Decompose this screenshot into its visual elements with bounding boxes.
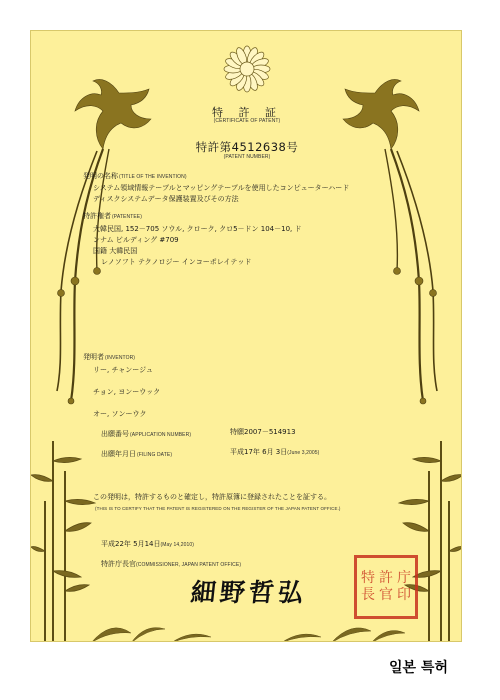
grass-border-icon xyxy=(91,628,405,642)
phoenix-right-icon xyxy=(343,80,437,405)
seal-char: 印 xyxy=(397,587,411,603)
seal-char: 庁 xyxy=(397,570,411,586)
certification-statement: この発明は，特許するものと確定し，特許原簿に登録されたことを証する。 xyxy=(93,493,331,501)
seal-char: 許 xyxy=(379,570,393,586)
patentee-label-en: (PATENTEE) xyxy=(112,214,142,220)
seal-char: 長 xyxy=(361,587,375,603)
issue-date-jp: 平成22年 5月14日 xyxy=(101,540,161,548)
patent-number-en: (PATENT NUMBER) xyxy=(223,154,271,160)
chrysanthemum-crest-icon xyxy=(224,46,270,92)
certificate-title-en: (CERTIFICATE OF PATENT) xyxy=(213,118,281,124)
certificate-title: 特 許 証 xyxy=(212,106,282,119)
patentee-nationality: 国籍 大韓民国 xyxy=(93,247,138,255)
invention-label-jp: 発明の名称 xyxy=(83,172,118,180)
application-number-label-en: (APPLICATION NUMBER) xyxy=(130,432,192,438)
bamboo-left-icon xyxy=(31,441,95,642)
application-number-label xyxy=(101,429,191,439)
patentee-address-line-2: ンナム ビルディング #709 xyxy=(93,236,179,244)
filing-date-label xyxy=(101,449,172,459)
application-number-label-jp: 出願番号 xyxy=(101,430,129,438)
certification-statement-en: (THIS IS TO CERTIFY THAT THE PATENT IS REGISTERED ON THE REGISTER OF THE JAPAN PATENT OFFICE.) xyxy=(95,506,341,511)
inventor-label-en: (INVENTOR) xyxy=(105,355,136,361)
filing-date-jp: 平成17年 6月 3日 xyxy=(230,448,288,456)
filing-date-label-en: (FILING DATE) xyxy=(137,452,173,458)
invention-label-en: (TITLE OF THE INVENTION) xyxy=(119,174,187,180)
inventor-label xyxy=(83,352,135,362)
filing-date xyxy=(230,447,319,459)
patent-number: 特許第4512638号 xyxy=(195,140,299,154)
patentee-name: レノソフト テクノロジー インコーポレイテッド xyxy=(101,258,252,266)
issue-date-en: (May 14,2010) xyxy=(160,542,195,548)
issue-date xyxy=(101,539,194,551)
patentee-address-line-1: 大韓民国, 152－705 ソウル, クローク, クロ5－ドン 104－10, ド xyxy=(93,225,302,233)
filing-date-label-jp: 出願年月日 xyxy=(101,450,136,458)
patent-certificate xyxy=(30,30,462,642)
filing-date-en: (June 3,2005) xyxy=(287,450,320,456)
inventor-3: オー, ソンーウク xyxy=(93,410,147,418)
official-seal-icon xyxy=(354,555,418,619)
image-caption: 일본 특허 xyxy=(389,660,448,676)
commissioner-label xyxy=(101,559,241,571)
invention-title-line-1: システム領域情報テーブルとマッピングテーブルを使用したコンピューターハード xyxy=(93,184,350,192)
commissioner-label-en: (COMMISSIONER, JAPAN PATENT OFFICE) xyxy=(136,562,242,568)
commissioner-signature: 細野哲弘 xyxy=(189,578,309,607)
inventor-1: リー, チャンージュ xyxy=(93,366,153,374)
seal-char: 官 xyxy=(379,587,393,603)
inventor-2: チョン, ヨンーウック xyxy=(93,388,161,396)
application-number: 特願2007－514913 xyxy=(230,428,296,436)
invention-label xyxy=(83,171,187,181)
patentee-label xyxy=(83,211,142,221)
inventor-label-jp: 発明者 xyxy=(83,353,104,361)
invention-title-line-2: ディスクシステムデータ保護装置及びその方法 xyxy=(93,195,239,203)
seal-char: 特 xyxy=(361,570,375,586)
commissioner-label-jp: 特許庁長官 xyxy=(101,560,136,568)
patentee-label-jp: 特許権者 xyxy=(83,212,111,220)
